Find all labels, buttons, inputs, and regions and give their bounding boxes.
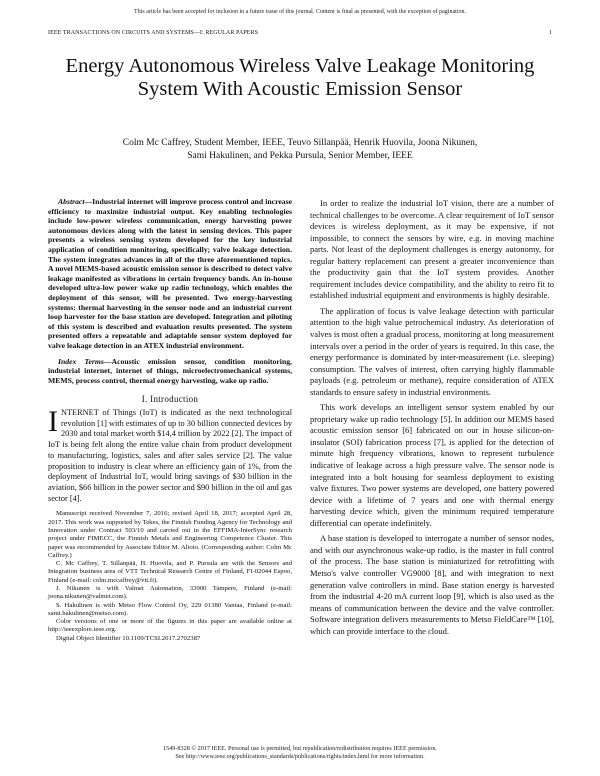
footnote-affiliation-vtt: C. Mc Caffrey, T. Sillanpää, H. Huovila, and P. Pursula are with the Sensors and Integration business area of VTT Technical Research Centre of Finland, FI-02044 Espoo, Finland (e-mail: colm.mccaffrey@vtt.fi). (48, 560, 292, 584)
footnote-manuscript: Manuscript received November 7, 2016; revised April 18, 2017; accepted April 28, 2017. This work was supported by Tekes, the Finnish Funding Agency for Technology and Innovation under Contract 503/10 and carried out in the EFFIMA-InterSync research project under FIMECC, the Finnish Metals and Engineering Competence Cluster. This paper was recommended by Associate Editor M. Alioto. (Corresponding author: Colm Mc Caffrey.) (48, 510, 292, 559)
drop-cap: I (48, 404, 58, 438)
intro-text: NTERNET of Things (IoT) is indicated as the next technological revolution [1] with estimates of up to 30 billion connected devices by 2030 and total market worth $14,4 trillion by 2022 [2]. The impact of IoT is being felt along the entire value chain from product development to manufacturing, logistics, sales and after sales service [2]. The value proposition to industry is clear where an efficiency gain of 1%, from the deployment of Industrial IoT, would bring savings of $30 billion in the aviation, $66 billion in the power sector and $90 billion in the oil and gas sector [4]. (48, 407, 292, 503)
footnote-color-versions: Color versions of one or more of the figures in this paper are available online at http://ieeexplore.ieee.org. (48, 618, 292, 634)
acceptance-note: This article has been accepted for inclusion in a future issue of this journal. Content is final as presented, with the exception of pagination. (134, 9, 466, 15)
footnote-affiliation-valmet: J. Nikunen is with Valmet Automation, 33900 Tampere, Finland (e-mail: joona.nikunen@valmet.com). (48, 584, 292, 601)
index-terms-text: Acoustic emission sensor, condition monitoring, industrial internet, internet of things, microelectromechanical systems, MEMS, process control, thermal energy harvesting, wake up radio. (48, 356, 292, 385)
abstract-text: Industrial internet will improve process control and increase efficiency to maximize industrial output. Key enabling technologies include low-power wireless communication, energy harvesting power autonomous devices along with the latest in sensing devices. This paper presents a wireless sensing system developed for the key industrial application of condition monitoring, specifically; valve leakage detection. The system integrates advances in all of the three aforementioned topics. A novel MEMS-based acoustic emission sensor is described to detect valve leakage manifested as vibrations in certain frequency bands. An in-house developed ultra-low power wake up radio technology, which enables the deployment of this sensor, will be presented. Two energy-harvesting systems: thermal harvesting in the sensor node and an industrial current loop harvester for the base station are developed. Integration and piloting of this system is described and evaluation results presented. The system presented offers a repeatable and adaptable sensor system deployed for valve leakage detection in an ATEX industrial environment. (48, 197, 292, 350)
body-paragraph: This work develops an intelligent sensor system enabled by our proprietary wake up radio technology [5]. In addition our MEMS based acoustic emission sensor [6] fabricated on our in house silicon-on-insulator (SOI) fabrication process [7], is applied for the detection of minute high frequency vibrations, known to represent turbulence indicative of leakage across a high pressure valve. The sensor node is integrated into a bolt housing for seamless deployment to existing valve fixtures. Two power systems are developed, one battery powered device with a lifetime of 7 years and one with thermal energy harvesting device which, given the minimum required temperature differential can operate indefinitely. (310, 402, 554, 528)
footnotes (48, 510, 292, 643)
journal-name: IEEE TRANSACTIONS ON CIRCUITS AND SYSTEMS—I: REGULAR PAPERS (48, 30, 259, 36)
copyright-line: 1549-8328 © 2017 IEEE. Personal use is permitted, but republication/redistribution requires IEEE permission. (163, 745, 437, 752)
footnote-doi: Digital Object Identifier 10.1109/TCSI.2017.2702387 (56, 634, 201, 642)
index-terms (48, 357, 292, 386)
body-paragraph: A base station is developed to interrogate a number of sensor nodes, and with our asynchronous wake-up radio, is the master in full control of the process. The base station is miniaturized for retrofitting with Metso's valve controller VG9000 [8], and with integration to next generation valve controllers in mind. Base station energy is harvested from the industrial 4-20 mA current loop [9], which is also used as the means of communication between the device and the valve controller. Software integration delivers measurements to Metso FieldCare™ [10], which can provide interface to the cloud. (310, 533, 554, 636)
author-line-1: Colm Mc Caffrey, Student Member, IEEE, Teuvo Sillanpää, Henrik Huovila, Joona Nikunen, (122, 138, 478, 148)
abstract (48, 197, 292, 351)
author-list (60, 137, 540, 163)
copyright-footer (0, 745, 600, 761)
section-heading-introduction: I. Introduction (141, 394, 199, 405)
abstract-lead: Abstract— (58, 197, 93, 206)
author-line-2: Sami Hakulinen, and Pekka Pursula, Senior Member, IEEE (187, 151, 413, 161)
body-paragraph: In order to realize the industrial IoT vision, there are a number of technical challenges to be overcome. A clear requirement of IoT sensor devices is wireless deployment, as it may be expensive, if not impossible, to connect the sensors by wire, e.g. in moving machine parts. Not least of the deployment challenges is energy autonomy, for regular battery replacement can present a greater inconvenience than the productivity gain that the IoT system provides. Another requirement includes device compatibility, and the ability to retro fit to established industrial equipment and environments is highly desirable. (310, 198, 554, 301)
left-column (48, 197, 292, 643)
intro-paragraph (48, 404, 292, 504)
rights-link-line: See http://www.ieee.org/publications_standards/publications/rights/index.html for more information. (175, 753, 425, 760)
running-header (48, 30, 552, 36)
paper-title: Energy Autonomous Wireless Valve Leakage Monitoring System With Acoustic Emission Sensor (65, 55, 535, 101)
right-column (310, 198, 554, 637)
footnote-affiliation-metso: S. Hakulinen is with Metso Flow Control Oy, 229 01380 Vantaa, Finland (e-mail: sami.hakulinen@metso.com). (48, 601, 292, 617)
body-paragraph: The application of focus is valve leakage detection with particular attention to the high value petrochemical industry. As deterioration of valves is most often a gradual process, monitoring at long measurement intervals over a period in the order of years is required. In this case, the energy performance is dominated by inter-measurement (i.e. sleeping) consumption. The valves of interest, often carrying highly flammable payloads (e.g. petroleum or methane), require consideration of ATEX standards to ensure safety in industrial environments. (310, 305, 554, 397)
page-number: 1 (548, 30, 552, 36)
index-terms-lead: Index Terms— (58, 356, 112, 366)
